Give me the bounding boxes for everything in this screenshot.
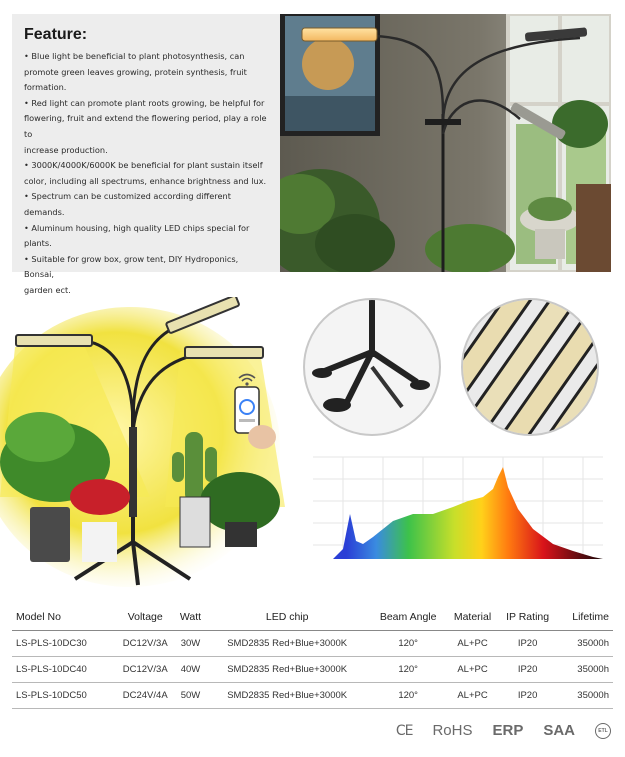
feature-title: Feature:	[24, 26, 88, 43]
feature-bullet-line: formation.	[24, 82, 67, 93]
rohs-logo: RoHS	[432, 722, 473, 739]
table-row	[12, 630, 613, 656]
feature-bullet-line: • Suitable for grow box, grow tent, DIY Hydroponics, Bonsai,	[24, 253, 239, 280]
col-header: LED chip	[205, 604, 369, 630]
light-spectrum-graph	[313, 449, 603, 565]
table-row	[12, 656, 613, 682]
feature-bullet-line: promote green leaves growing, protein synthesis, fruit	[24, 66, 247, 77]
table-cell: LS-PLS-10DC30	[12, 630, 114, 656]
table-cell: SMD2835 Red+Blue+3000K	[205, 656, 369, 682]
table-cell: 35000h	[557, 630, 613, 656]
etl-logo: ETL	[595, 723, 611, 739]
spec-table	[12, 604, 613, 709]
table-cell: AL+PC	[447, 656, 498, 682]
col-header: Lifetime	[557, 604, 613, 630]
table-row	[12, 682, 613, 708]
feature-bullet-line: • Red light can promote plant roots growing, be helpful for	[24, 97, 265, 108]
table-cell: 120°	[369, 656, 447, 682]
table-cell: IP20	[498, 630, 557, 656]
room-photo	[280, 14, 611, 272]
table-header-row	[12, 604, 613, 630]
room-scene-illustration	[280, 14, 611, 272]
table-cell: 30W	[176, 630, 205, 656]
feature-bullet-line: increase production.	[24, 144, 108, 155]
led-strip-detail-image	[460, 297, 600, 437]
table-cell: DC12V/3A	[114, 656, 176, 682]
table-cell: AL+PC	[447, 682, 498, 708]
ce-logo: CE	[395, 722, 413, 739]
table-cell: DC12V/3A	[114, 630, 176, 656]
feature-bullet-line: • Aluminum housing, high quality LED chips special for plants.	[24, 222, 250, 249]
feature-bullet-line: • Blue light be beneficial to plant photosynthesis, can	[24, 51, 245, 61]
table-cell: DC24V/4A	[114, 682, 176, 708]
saa-logo: SAA	[543, 722, 575, 739]
product-hero-image	[0, 297, 290, 587]
table-cell: 50W	[176, 682, 205, 708]
table-cell: SMD2835 Red+Blue+3000K	[205, 682, 369, 708]
feature-bullet-line: • Spectrum can be customized according different demands.	[24, 191, 231, 217]
feature-bullet-line: garden ect.	[24, 284, 71, 295]
col-header: Material	[447, 604, 498, 630]
table-cell: 120°	[369, 630, 447, 656]
table-cell: LS-PLS-10DC40	[12, 656, 114, 682]
feature-list	[24, 49, 270, 299]
col-header: IP Rating	[498, 604, 557, 630]
table-cell: IP20	[498, 656, 557, 682]
table-cell: 35000h	[557, 682, 613, 708]
col-header: Beam Angle	[369, 604, 447, 630]
erp-logo: ERP	[492, 722, 524, 739]
table-cell: 120°	[369, 682, 447, 708]
feature-bullet-line: color, including all spectrums, enhance brightness and lux.	[24, 175, 267, 186]
table-cell: 40W	[176, 656, 205, 682]
col-header: Voltage	[114, 604, 176, 630]
table-cell: AL+PC	[447, 630, 498, 656]
table-cell: LS-PLS-10DC50	[12, 682, 114, 708]
table-cell: IP20	[498, 682, 557, 708]
col-header: Watt	[176, 604, 205, 630]
col-header: Model No	[12, 604, 114, 630]
grow-light-illustration	[0, 297, 290, 587]
feature-bullet-line: flowering, fruit and extend the flowering period, play a role to	[24, 113, 267, 139]
table-cell: 35000h	[557, 656, 613, 682]
tripod-detail-image	[302, 297, 442, 437]
feature-bullet-line: • 3000K/4000K/6000K be beneficial for plant sustain itself	[24, 160, 263, 171]
feature-panel	[12, 14, 280, 295]
table-body	[12, 630, 613, 708]
certification-logos	[396, 722, 611, 739]
table-cell: SMD2835 Red+Blue+3000K	[205, 630, 369, 656]
wifi-icon	[238, 373, 256, 387]
